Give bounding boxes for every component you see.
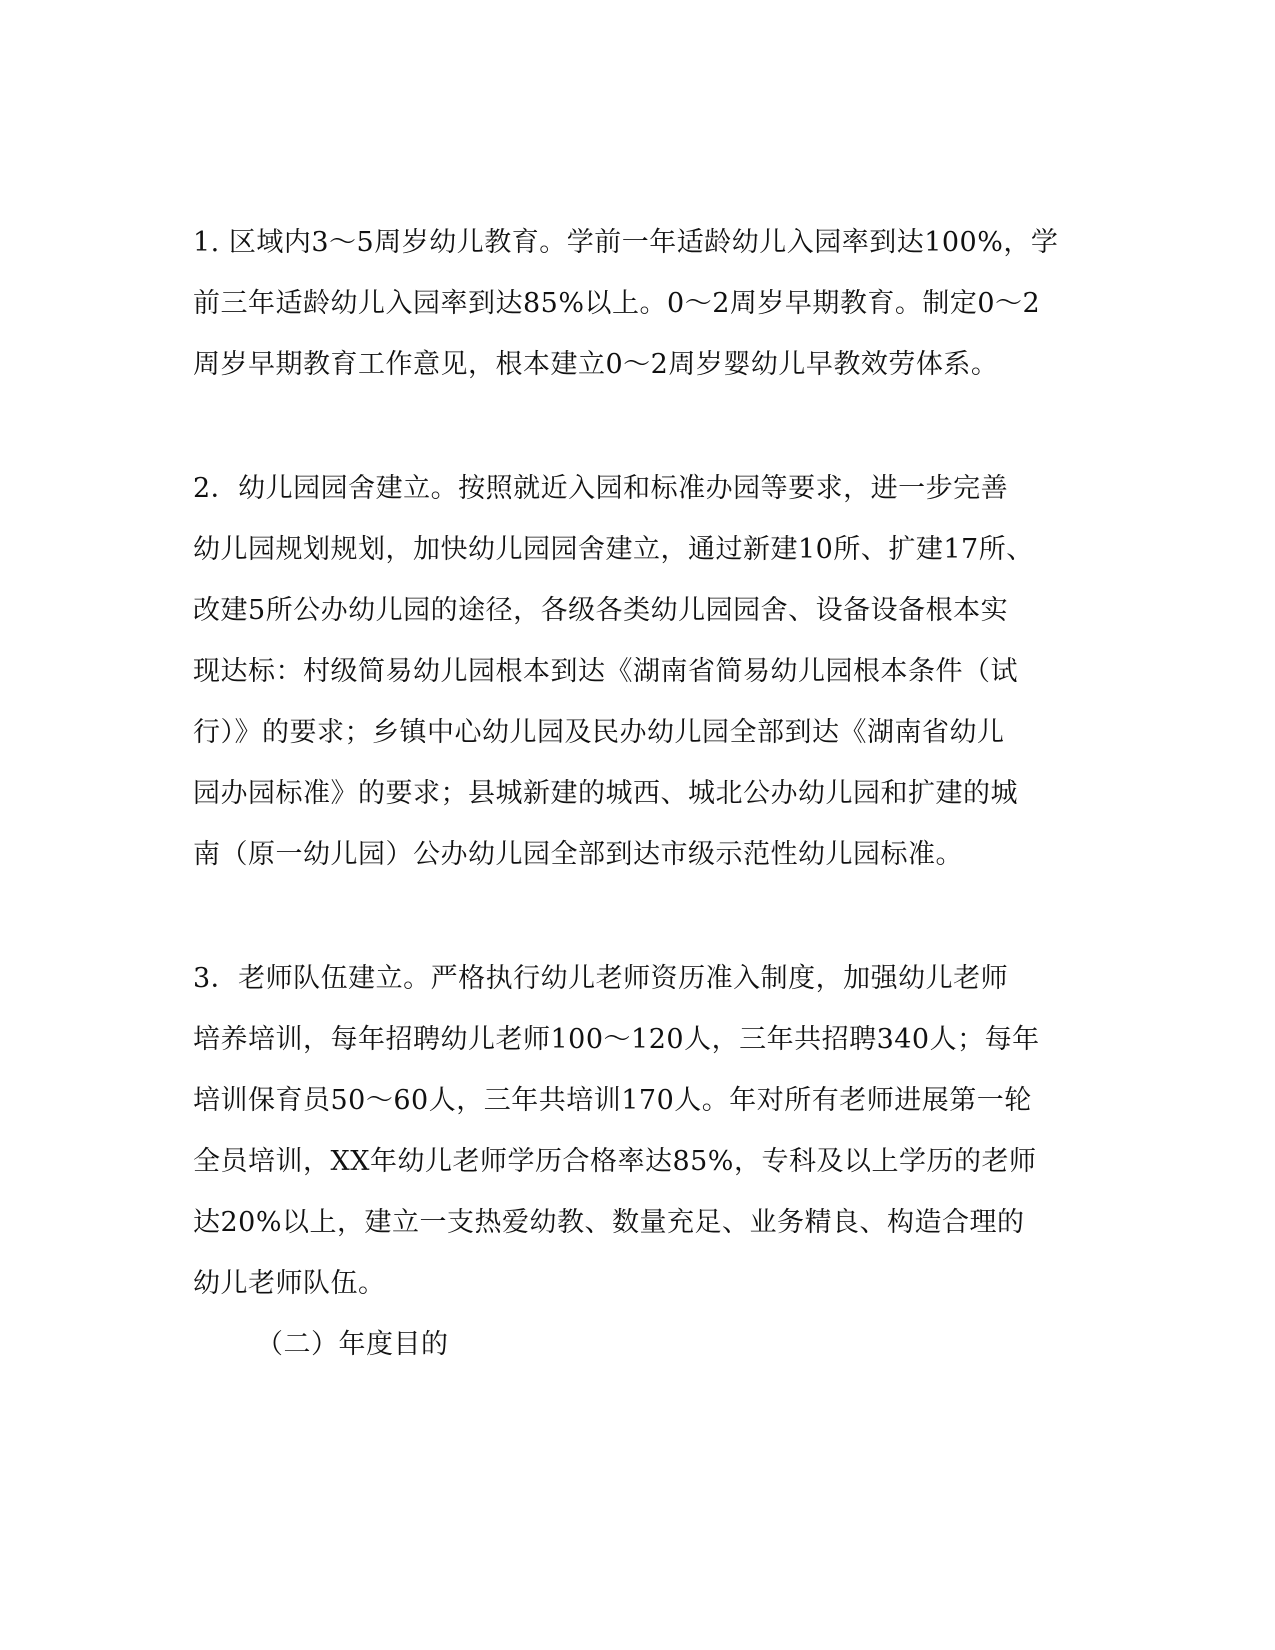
paragraph-line: 南（原一幼儿园）公办幼儿园全部到达市级示范性幼儿园标准。 — [193, 839, 963, 870]
paragraph-line: 全员培训，XX年幼儿老师学历合格率达85%，专科及以上学历的老师 — [193, 1146, 1037, 1177]
paragraph-line: 前三年适龄幼儿入园率到达85%以上。0～2周岁早期教育。制定0～2 — [193, 288, 1041, 319]
paragraph-line: 3．老师队伍建立。严格执行幼儿老师资历准入制度，加强幼儿老师 — [193, 963, 1009, 994]
paragraph-line: 周岁早期教育工作意见，根本建立0～2周岁婴幼儿早教效劳体系。 — [193, 349, 999, 380]
paragraph-line: 园办园标准》的要求；县城新建的城西、城北公办幼儿园和扩建的城 — [193, 778, 1018, 809]
paragraph-line: 培训保育员50～60人，三年共培训170人。年对所有老师进展第一轮 — [193, 1085, 1032, 1116]
paragraph-line: 现达标：村级简易幼儿园根本到达《湖南省简易幼儿园根本条件（试 — [193, 656, 1018, 687]
paragraph-line: 幼儿老师队伍。 — [193, 1268, 386, 1299]
paragraph-line: 达20%以上，建立一支热爱幼教、数量充足、业务精良、构造合理的 — [193, 1207, 1025, 1238]
paragraph-line: 行）》的要求；乡镇中心幼儿园及民办幼儿园全部到达《湖南省幼儿 — [193, 717, 1005, 748]
section-heading: （二）年度目的 — [256, 1329, 449, 1360]
paragraph-line: 1. 区域内3～5周岁幼儿教育。学前一年适龄幼儿入园率到达100%，学 — [193, 227, 1059, 258]
paragraph-line: 改建5所公办幼儿园的途径，各级各类幼儿园园舍、设备设备根本实 — [193, 595, 1009, 626]
paragraph-line: 培养培训，每年招聘幼儿老师100～120人，三年共招聘340人；每年 — [193, 1024, 1040, 1055]
paragraph-line: 幼儿园规划规划，加快幼儿园园舍建立，通过新建10所、扩建17所、 — [193, 534, 1034, 565]
paragraph-line: 2．幼儿园园舍建立。按照就近入园和标准办园等要求，进一步完善 — [193, 473, 1009, 504]
